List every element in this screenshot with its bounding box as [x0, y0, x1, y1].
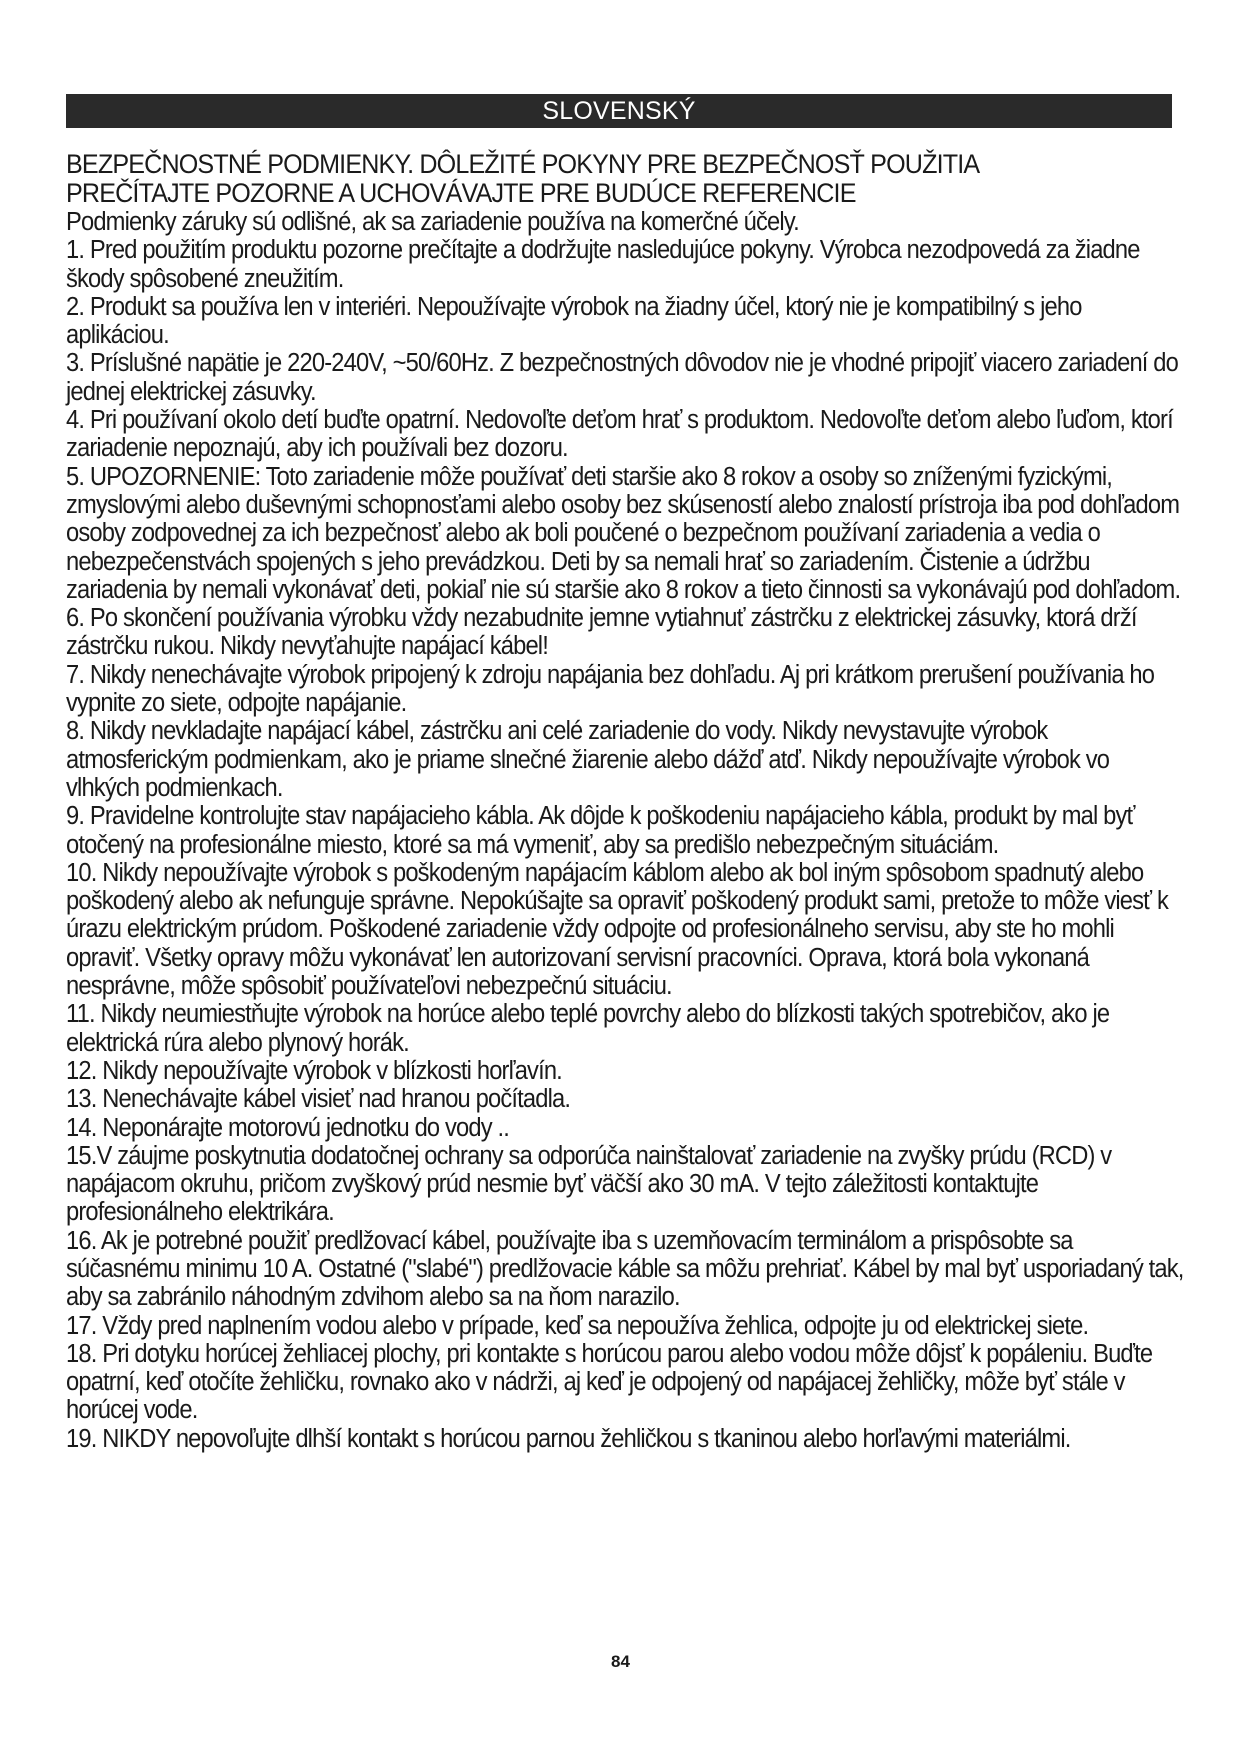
- instruction-item-19: 19. NIKDY nepovoľujte dlhší kontakt s horúcou parnou žehličkou s tkaninou alebo horľavými materiálmi.: [66, 1424, 1071, 1453]
- instruction-item-17: 17. Vždy pred naplnením vodou alebo v prípade, keď sa nepoužíva žehlica, odpojte ju od elektrickej siete.: [66, 1311, 1089, 1340]
- instruction-item-10: 10. Nikdy nepoužívajte výrobok s poškodeným napájacím káblom alebo ak bol iným spôsobom spadnutý alebo poškodený alebo ak nefunguje správne. Nepokúšajte sa opraviť poškodený produkt sami, pretože to môže viesť k úrazu elektrickým prúdom. Poškodené zariadenie vždy odpojte od profesionálneho servisu, aby ste ho mohli opraviť. Všetky opravy môžu vykonávať len autorizovaní servisní pracovníci. Oprava, ktorá bola vykonaná nesprávne, môže spôsobiť používateľovi nebezpečnú situáciu.: [66, 858, 1168, 1001]
- instruction-item-18: 18. Pri dotyku horúcej žehliacej plochy, pri kontakte s horúcou parou alebo vodou môže dôjsť k popáleniu. Buďte opatrní, keď otočíte žehličku, rovnako ako v nádrži, aj keď je odpojený od napájacej žehličky, môže byť stále v horúcej vode.: [66, 1339, 1153, 1425]
- instruction-item-1: 1. Pred použitím produktu pozorne prečítajte a dodržujte nasledujúce pokyny. Výrobca nezodpovedá za žiadne škody spôsobené zneužitím.: [66, 236, 1140, 293]
- title-line-2: PREČÍTAJTE POZORNE A UCHOVÁVAJTE PRE BUDÚCE REFERENCIE: [66, 178, 856, 208]
- instruction-item-16: 16. Ak je potrebné použiť predlžovací kábel, používajte iba s uzemňovacím terminálom a prispôsobte sa súčasnému minimu 10 A. Ostatné ("slabé") predlžovacie káble sa môžu prehriať. Kábel by mal byť usporiadaný tak, aby sa zabránilo náhodným zdvihom alebo sa na ňom narazilo.: [66, 1226, 1184, 1312]
- instruction-item-3: 3. Príslušné napätie je 220-240V, ~50/60Hz. Z bezpečnostných dôvodov nie je vhodné pripojiť viacero zariadení do jednej elektrickej zásuvky.: [66, 349, 1179, 406]
- instruction-item-11: 11. Nikdy neumiestňujte výrobok na horúce alebo teplé povrchy alebo do blízkosti takých spotrebičov, ako je elektrická rúra alebo plynový horák.: [66, 1000, 1110, 1057]
- language-header-bar: [66, 94, 1172, 128]
- instruction-item-9: 9. Pravidelne kontrolujte stav napájacieho kábla. Ak dôjde k poškodeniu napájacieho kábla, produkt by mal byť otočený na profesionálne miesto, ktoré sa má vymeniť, aby sa predišlo nebezpečným situáciám.: [66, 802, 1135, 859]
- instruction-item-7: 7. Nikdy nenechávajte výrobok pripojený k zdroju napájania bez dohľadu. Aj pri krátkom prerušení používania ho vypnite zo siete, odpojte napájanie.: [66, 660, 1155, 718]
- safety-instructions: [66, 150, 1186, 1453]
- instruction-item-13: 13. Nenechávajte kábel visieť nad hranou počítadla.: [66, 1085, 571, 1114]
- instruction-item-2: 2. Produkt sa používa len v interiéri. Nepoužívajte výrobok na žiadny účel, ktorý nie je kompatibilný s jeho aplikáciou.: [66, 292, 1082, 350]
- language-label: SLOVENSKÝ: [542, 97, 696, 125]
- instruction-item-14: 14. Neponárajte motorovú jednotku do vody ..: [66, 1113, 510, 1142]
- instruction-item-5: 5. UPOZORNENIE: Toto zariadenie môže používať deti staršie ako 8 rokov a osoby so zníženými fyzickými, zmyslovými alebo duševnými schopnosťami alebo osoby bez skúseností alebo znalostí prístroja iba pod dohľadom osoby zodpovednej za ich bezpečnosť alebo ak boli poučené o bezpečnom používaní zariadenia a vedia o nebezpečenstvách spojených s jeho prevádzkou. Deti by sa nemali hrať so zariadením. Čistenie a údržbu zariadenia by nemali vykonávať deti, pokiaľ nie sú staršie ako 8 rokov a tieto činnosti sa vykonávajú pod dohľadom.: [66, 462, 1181, 604]
- instruction-item-4: 4. Pri používaní okolo detí buďte opatrní. Nedovoľte deťom hrať s produktom. Nedovoľte deťom alebo ľuďom, ktorí zariadenie nepoznajú, aby ich používali bez dozoru.: [66, 406, 1173, 463]
- intro-text: Podmienky záruky sú odlišné, ak sa zariadenie používa na komerčné účely.: [66, 208, 799, 236]
- instruction-item-6: 6. Po skončení používania výrobku vždy nezabudnite jemne vytiahnuť zástrčku z elektrickej zásuvky, ktorá drží zástrčku rukou. Nikdy nevyťahujte napájací kábel!: [66, 604, 1137, 661]
- instruction-item-8: 8. Nikdy nevkladajte napájací kábel, zástrčku ani celé zariadenie do vody. Nikdy nevystavujte výrobok atmosferickým podmienkam, ako je priame slnečné žiarenie alebo dážď atď. Nikdy nepoužívajte výrobok vo vlhkých podmienkach.: [66, 717, 1110, 802]
- page-number: 84: [611, 1652, 630, 1671]
- instruction-item-12: 12. Nikdy nepoužívajte výrobok v blízkosti horľavín.: [66, 1056, 562, 1085]
- title-line-1: BEZPEČNOSTNÉ PODMIENKY. DÔLEŽITÉ POKYNY PRE BEZPEČNOSŤ POUŽITIA: [66, 149, 980, 179]
- instruction-item-15: 15.V záujme poskytnutia dodatočnej ochrany sa odporúča nainštalovať zariadenie na zvyšky prúdu (RCD) v napájacom okruhu, pričom zvyškový prúd nesmie byť väčší ako 30 mA. V tejto záležitosti kontaktujte profesionálneho elektrikára.: [66, 1141, 1112, 1227]
